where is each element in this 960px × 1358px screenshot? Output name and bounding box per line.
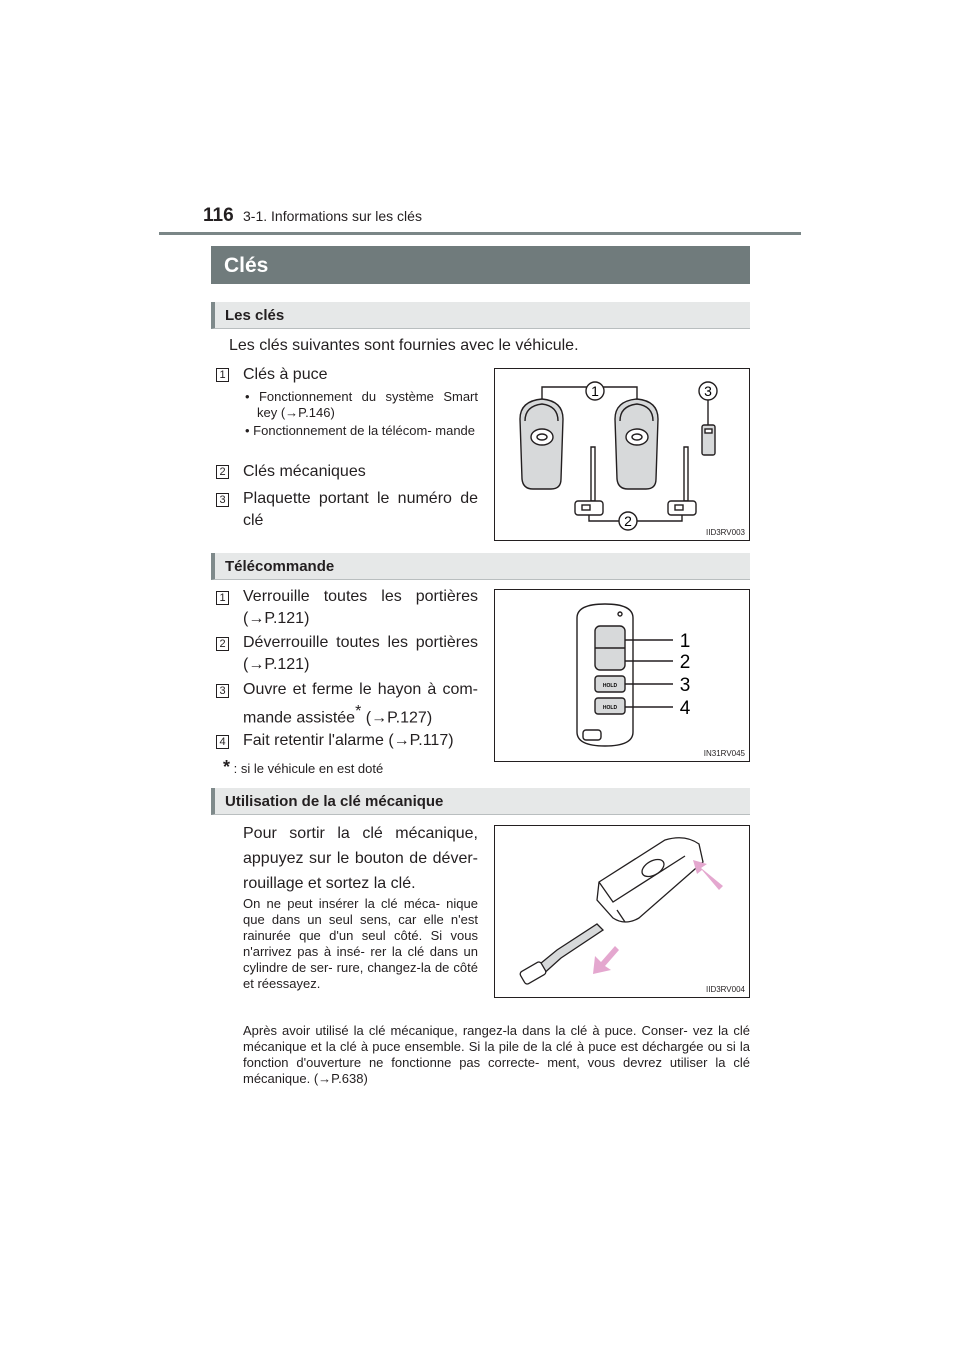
item-label: Clés à puce bbox=[243, 366, 328, 383]
figure-code: IID3RV003 bbox=[706, 528, 745, 537]
keys-illustration bbox=[495, 369, 749, 540]
intro-text: Les clés suivantes sont fournies avec le véhicule. bbox=[229, 337, 579, 354]
remote-illustration bbox=[495, 590, 749, 761]
callout-label: 1 bbox=[679, 631, 691, 652]
item-number: 1 bbox=[216, 591, 229, 605]
callout-label: 3 bbox=[704, 383, 712, 399]
item-number: 2 bbox=[216, 637, 229, 651]
footnote-star: * bbox=[355, 703, 362, 720]
item-label-text: Ouvre et ferme le hayon à com- mande assistée bbox=[243, 681, 478, 727]
header-rule bbox=[159, 232, 801, 235]
item-number: 1 bbox=[216, 368, 229, 382]
button-label: HOLD bbox=[602, 705, 618, 711]
item-label: Déverrouille toutes les portières (→P.121) bbox=[243, 634, 478, 673]
footnote-star: * bbox=[223, 757, 231, 777]
page-number: 116 bbox=[203, 205, 234, 226]
item-label: Clés mécaniques bbox=[243, 463, 366, 480]
section-heading-les-cles: Les clés bbox=[211, 302, 750, 329]
bullet-item: • Fonctionnement de la télécom- mande bbox=[245, 423, 476, 438]
note-paragraph: On ne peut insérer la clé méca- nique que dans un seul sens, car elle n'est rainurée que d'un seul côté. Si vous n'arrivez pas à insé- rer la clé dans un cylindre de ser- rure, changez-la de côté et réessayez. bbox=[243, 896, 478, 991]
item-number: 3 bbox=[216, 493, 229, 507]
figure-code: IID3RV004 bbox=[706, 985, 745, 994]
item-number: 4 bbox=[216, 735, 229, 749]
callout-label: 2 bbox=[624, 513, 632, 529]
section-heading-telecommande: Télécommande bbox=[211, 553, 750, 580]
item-label bbox=[243, 679, 478, 729]
footnote-text: : si le véhicule en est doté bbox=[233, 761, 384, 776]
item-label: Verrouille toutes les portières (→P.121) bbox=[243, 588, 478, 627]
item-label: Plaquette portant le numéro de clé bbox=[243, 490, 478, 529]
callout-label: 2 bbox=[679, 652, 691, 673]
figure-keys bbox=[494, 368, 750, 541]
button-label: HOLD bbox=[602, 683, 618, 689]
item-label: Fait retentir l'alarme (→P.117) bbox=[243, 732, 454, 749]
section-heading-cle-mecanique: Utilisation de la clé mécanique bbox=[211, 788, 750, 815]
section-reference: 3-1. Informations sur les clés bbox=[243, 208, 422, 224]
callout-label: 4 bbox=[679, 698, 691, 719]
callout-label: 3 bbox=[679, 675, 691, 696]
figure-code: IN31RV045 bbox=[703, 749, 745, 758]
callout-label: 1 bbox=[591, 383, 599, 399]
figure-mechanical-key bbox=[494, 825, 750, 998]
page-title: Clés bbox=[211, 246, 750, 284]
item-number: 3 bbox=[216, 684, 229, 698]
item-number: 2 bbox=[216, 465, 229, 479]
footnote bbox=[223, 757, 383, 778]
mechanical-key-illustration bbox=[495, 826, 749, 997]
note-paragraph: Après avoir utilisé la clé mécanique, rangez-la dans la clé à puce. Conser- vez la clé mécanique et la clé à puce ensemble. Si la pile de la clé à puce est déchargée ou si la fonction d'ouverture ne fonctionne pas correcte- ment, vous devrez utiliser la clé mécanique. (→P.638) bbox=[243, 1023, 750, 1086]
bullet-item: • Fonctionnement du système Smart key (→P.146) bbox=[245, 389, 478, 420]
figure-remote bbox=[494, 589, 750, 762]
instruction-paragraph: Pour sortir la clé mécanique, appuyez sur le bouton de déver- rouillage et sortez la clé. bbox=[243, 825, 478, 892]
page-ref: (→P.127) bbox=[361, 709, 433, 727]
